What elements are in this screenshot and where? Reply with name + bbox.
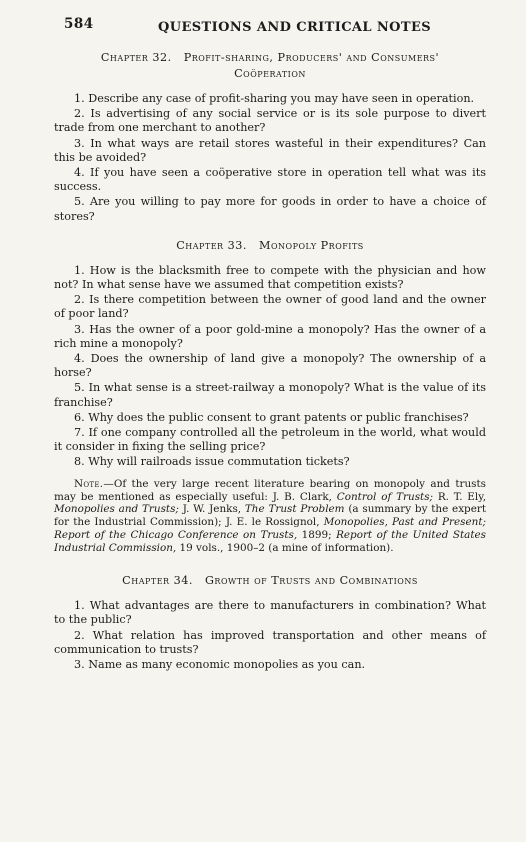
chapter-34-heading — [54, 573, 486, 589]
note-title: Monopolies and Trusts; — [54, 503, 179, 516]
chapter-33-number: Chapter 33. — [176, 238, 247, 252]
chapter-33-section — [54, 225, 486, 555]
bibliography-note — [54, 478, 486, 555]
note-title: Control of Trusts; — [336, 490, 434, 503]
note-text: 19 vols., 1900–2 (a mine of information). — [176, 542, 394, 555]
chapter-32-heading — [54, 50, 486, 82]
chapter-32-section — [54, 46, 486, 224]
question: 7. If one company controlled all the petroleum in the world, what would it consider in fixing the selling price? — [54, 426, 486, 454]
question: 1. Describe any case of profit-sharing you may have seen in operation. — [74, 92, 475, 105]
chapter-32-title: Profit-sharing, Producers' and Consumers' — [183, 51, 440, 64]
question: 3. Has the owner of a poor gold-mine a monopoly? Has the owner of a rich mine a monopoly? — [54, 322, 486, 350]
question: 2. Is advertising of any social service or is its sole purpose to divert trade from one merchant to another? — [54, 107, 486, 135]
note-text: J. W. Jenks, — [178, 503, 245, 516]
question: 3. In what ways are retail stores wasteful in their expenditures? Can this be avoided? — [54, 136, 486, 164]
chapter-32-questions — [54, 92, 486, 224]
chapter-34-section — [54, 555, 486, 672]
chapter-34-questions — [54, 599, 486, 672]
running-head: QUESTIONS AND CRITICAL NOTES — [158, 20, 432, 35]
question: 3. Name as many economic monopolies as you can. — [74, 657, 366, 671]
question: 2. Is there competition between the owner of good land and the owner of poor land? — [54, 293, 486, 321]
question: 2. What relation has improved transportation and other means of communication to trusts? — [54, 628, 486, 656]
page-number: 584 — [64, 16, 94, 32]
chapter-34-number: Chapter 34. — [122, 574, 193, 588]
note-title: Monopolies, Past and Present; Report of the Chicago Conference on Trusts, — [54, 516, 487, 542]
note-text: (a summary by the expert for the Industrial Commission); J. E. le Rossignol, — [54, 503, 486, 529]
question: 4. Does the ownership of land give a monopoly? The ownership of a horse? — [54, 352, 486, 380]
question: 5. In what sense is a street-railway a monopoly? What is the value of its franchise? — [54, 381, 486, 409]
chapter-32-title-line2: Coöperation — [234, 67, 306, 80]
note-title: The Trust Problem — [244, 503, 345, 516]
chapter-34-title: Growth of Trusts and Combinations — [204, 574, 418, 588]
chapter-33-title: Monopoly Profits — [259, 238, 364, 252]
page-header — [54, 16, 486, 46]
question: 8. Why will railroads issue commutation tickets? — [74, 455, 350, 469]
chapter-33-questions — [54, 264, 486, 470]
chapter-32-number: Chapter 32. — [100, 51, 172, 64]
note-text: —Of the very large recent literature bearing on monopoly and trusts may be mentioned as especially useful: J. B. Clark, — [54, 477, 486, 503]
question: 1. What advantages are there to manufacturers in combination? What to the public? — [54, 599, 486, 627]
question: 6. Why does the public consent to grant patents or public franchises? — [74, 410, 469, 424]
question: 1. How is the blacksmith free to compete with the physician and how not? In what sense have we assumed that competition exists? — [54, 263, 486, 292]
note-title: Report of the United States Industrial Commission, — [54, 529, 486, 555]
note-text: 1899; — [297, 529, 337, 542]
question: 5. Are you willing to pay more for goods in order to have a choice of stores? — [54, 195, 486, 223]
note-text: R. T. Ely, — [433, 490, 487, 503]
note-label: Note. — [74, 477, 104, 490]
chapter-33-heading — [54, 238, 486, 254]
question: 4. If you have seen a coöperative store in operation tell what was its success. — [54, 166, 486, 194]
